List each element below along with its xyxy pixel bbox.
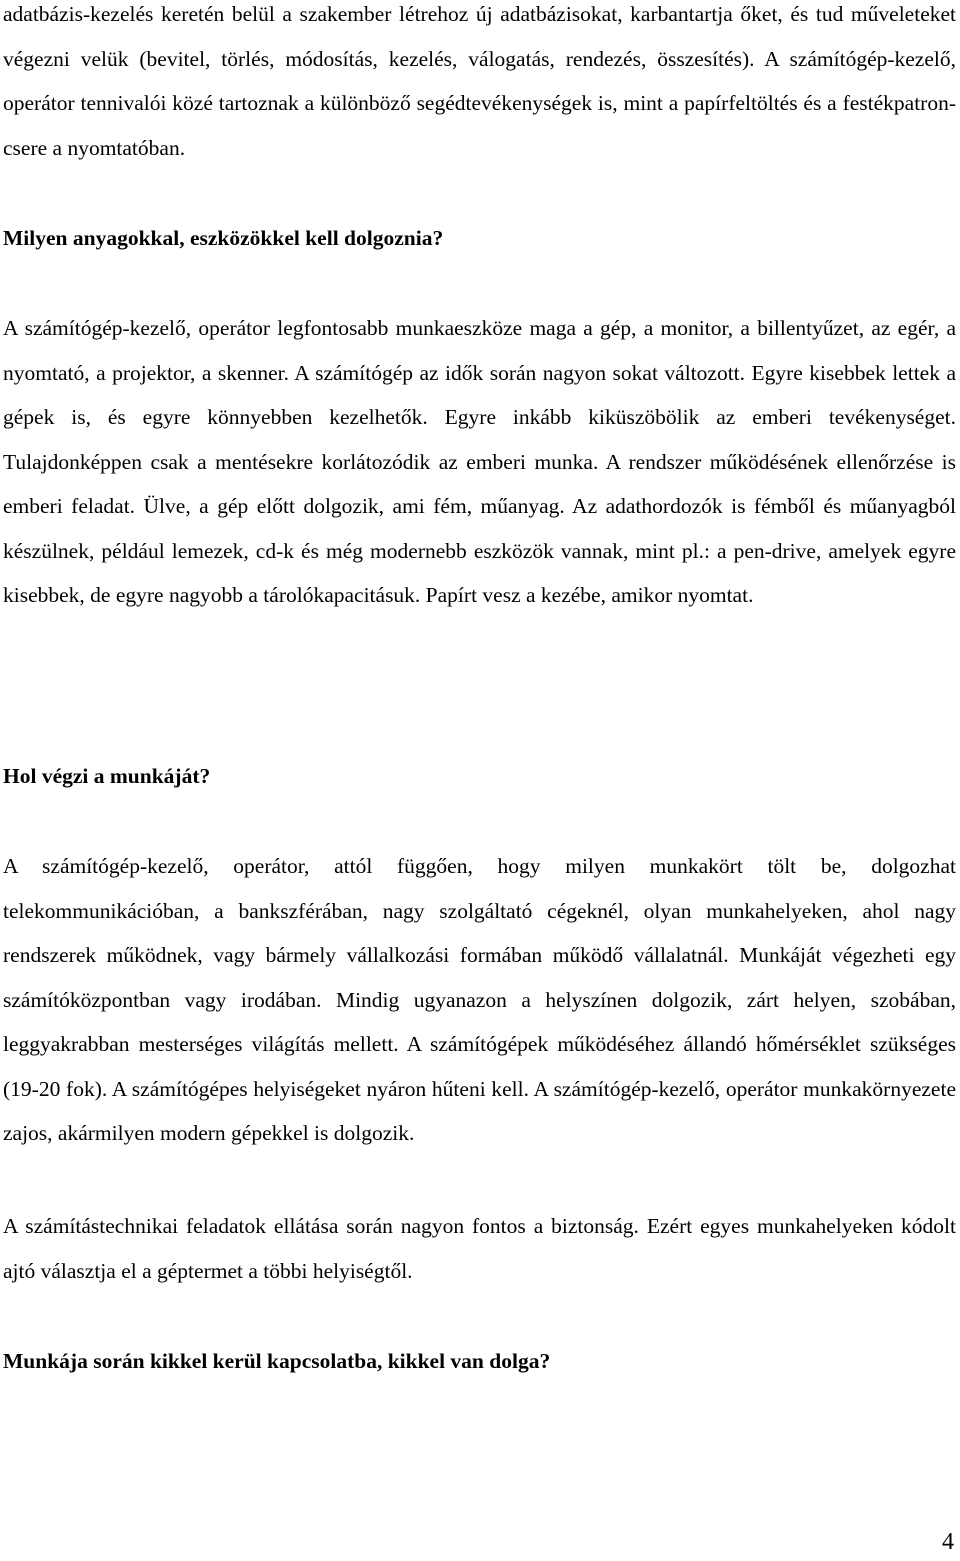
heading-workplace: Hol végzi a munkáját? <box>3 764 211 788</box>
paragraph-intro: adatbázis-kezelés keretén belül a szakember létrehoz új adatbázisokat, karbantartja őket, és tud műveleteket végezni velük (bevitel, törlés, módosítás, kezelés, válogatás, rendezés, összesítés). A számítógép-kezelő, operátor tennivalói közé tartoznak a különböző segédtevékenységek is, mint a papírfeltöltés és a festékpatron-csere a nyomtatóban. <box>3 2 956 160</box>
heading-contacts: Munkája során kikkel kerül kapcsolatba, kikkel van dolga? <box>3 1349 551 1373</box>
paragraph-security: A számítástechnikai feladatok ellátása során nagyon fontos a biztonság. Ezért egyes munkahelyeken kódolt ajtó választja el a géptermet a többi helyiségtől. <box>3 1214 956 1283</box>
paragraph-materials: A számítógép-kezelő, operátor legfontosabb munkaeszköze maga a gép, a monitor, a billentyűzet, az egér, a nyomtató, a projektor, a skenner. A számítógép az idők során nagyon sokat változott. Egyre kisebbek lettek a gépek is, és egyre könnyebben kezelhetők. Egyre inkább kiküszöbölik az emberi tevékenységet. Tulajdonképpen csak a mentésekre korlátozódik az emberi munka. A rendszer működésének ellenőrzése is emberi feladat. Ülve, a gép előtt dolgozik, ami fém, műanyag. Az adathordozók is fémből és műanyagból készülnek, például lemezek, cd-k és még modernebb eszközök vannak, mint pl.: a pen-drive, amelyek egyre kisebbek, de egyre nagyobb a tárolókapacitásuk. Papírt vesz a kezébe, amikor nyomtat. <box>3 316 956 607</box>
heading-materials: Milyen anyagokkal, eszközökkel kell dolgoznia? <box>3 226 444 250</box>
paragraph-workplace: A számítógép-kezelő, operátor, attól függően, hogy milyen munkakört tölt be, dolgozhat telekommunikációban, a bankszférában, nagy szolgáltató cégeknél, olyan munkahelyeken, ahol nagy rendszerek működnek, vagy bármely vállalkozási formában működő vállalatnál. Munkáját végezheti egy számítóközpontban vagy irodában. Mindig ugyanazon a helyszínen dolgozik, zárt helyen, szobában, leggyakrabban mesterséges világítás mellett. A számítógépek működéséhez állandó hőmérséklet szükséges (19-20 fok). A számítógépes helyiségeket nyáron hűteni kell. A számítógép-kezelő, operátor munkakörnyezete zajos, akármilyen modern gépekkel is dolgozik. <box>3 854 956 1145</box>
page-number: 4 <box>942 1529 954 1555</box>
